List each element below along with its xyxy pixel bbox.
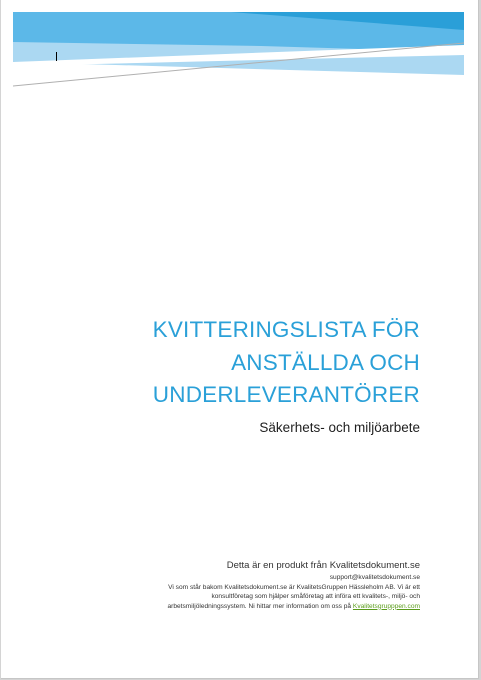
about-line <box>100 602 420 612</box>
document-page <box>1 0 479 679</box>
support-email: support@kvalitetsdokument.se <box>329 574 420 581</box>
cover-subtitle: Säkerhets- och miljöarbete <box>259 420 420 435</box>
footer-block <box>100 559 420 611</box>
header-banner-graphic <box>1 0 478 100</box>
company-link[interactable]: Kvalitetsgrupppen.com <box>352 602 420 610</box>
product-statement: Detta är en produkt från Kvalitetsdokument.se <box>226 560 420 571</box>
text-cursor <box>56 52 57 61</box>
about-line: konsultföretag som hjälper småföretag att införa ett kvalitets-, miljö- och <box>211 593 420 600</box>
about-line-text: arbetsmiljöledningssystem. Ni hittar mer information om oss på <box>167 602 353 610</box>
about-line: Vi som står bakom Kvalitetsdokument.se är KvalitetsGruppen Hässleholm AB. Vi är ett <box>168 583 420 591</box>
about-text <box>100 583 420 612</box>
title-line: UNDERLEVERANTÖRER <box>152 382 420 407</box>
cover-title <box>90 314 420 412</box>
title-line: ANSTÄLLDA OCH <box>231 349 420 375</box>
title-line: KVITTERINGSLISTA FÖR <box>152 317 420 342</box>
